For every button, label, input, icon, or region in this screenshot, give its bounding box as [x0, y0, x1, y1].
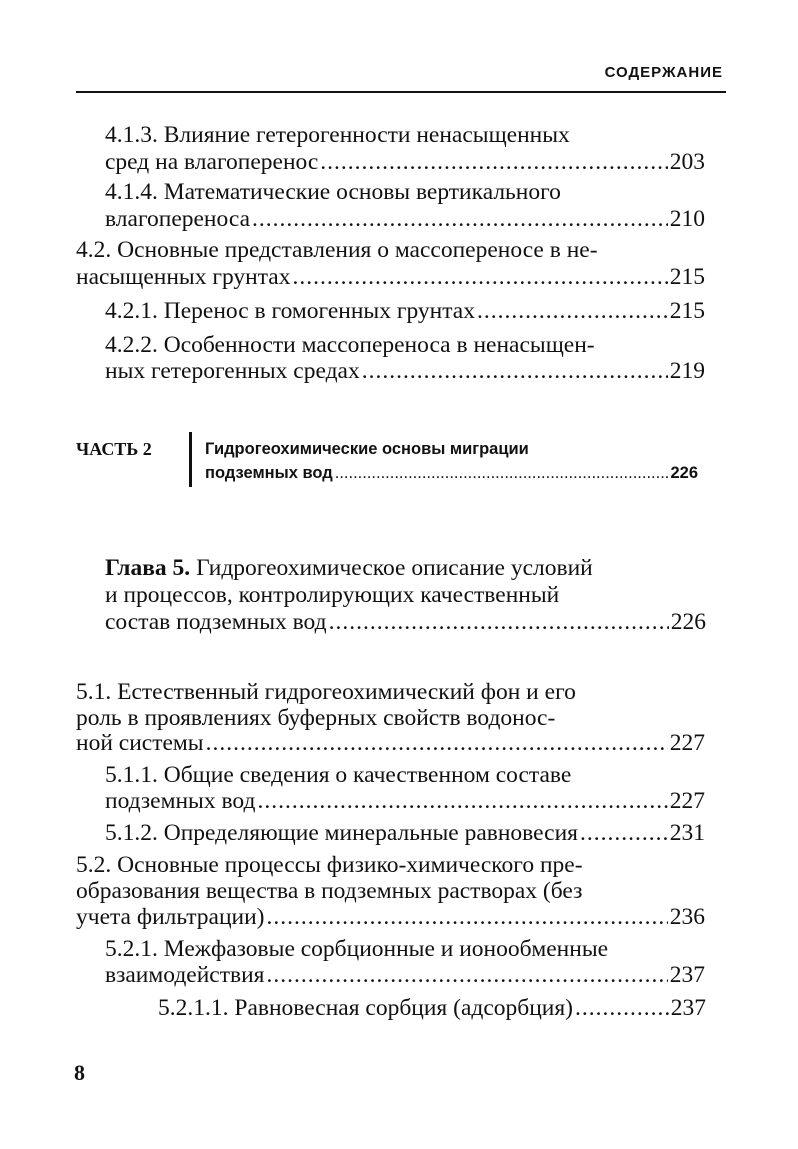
toc-page-number: 226: [670, 464, 698, 482]
toc-entry-text: ной системы: [76, 730, 204, 756]
toc-entry-last-line: [105, 147, 705, 177]
dot-leader: [206, 728, 668, 758]
toc-entry-last-line: [158, 993, 706, 1023]
dot-leader: [335, 460, 669, 486]
toc-page-number: 219: [669, 358, 705, 384]
toc-entry-text: 5.1. Естественный гидрогеохимический фон и его: [76, 679, 576, 705]
toc-entry-text: 5.1.1. Общие сведения о качественном составе: [105, 762, 572, 788]
toc-entry-text: насыщенных грунтах: [76, 264, 291, 290]
page-number: 8: [74, 1060, 85, 1085]
toc-entry-text: 4.2. Основные представления о массопереносе в не-: [76, 237, 598, 263]
chapter-title-text: Гидрогеохимическое описание условий: [190, 555, 593, 581]
dot-leader: [575, 993, 669, 1023]
dot-leader: [580, 818, 668, 848]
toc-entry-text: 4.1.3. Влияние гетерогенности ненасыщенных: [105, 122, 570, 148]
toc-page-number: 226: [670, 609, 706, 635]
dot-leader: [362, 356, 668, 386]
toc-entry-last-line: [105, 204, 705, 234]
toc-page-number: 215: [669, 264, 705, 290]
toc-page-number: 203: [669, 149, 705, 175]
part-title-last-line: [205, 460, 698, 486]
toc-entry-text: образования вещества в подземных растворах (без: [76, 878, 583, 904]
toc-entry-text: 5.1.2. Определяющие минеральные равновесия: [105, 820, 578, 846]
toc-entry-text: ных гетерогенных средах: [105, 358, 360, 384]
part-label: ЧАСТЬ 2: [76, 439, 152, 459]
toc-entry-last-line: [76, 728, 705, 758]
toc-entry-text: учета фильтрации): [76, 904, 265, 930]
dot-leader: [329, 607, 669, 637]
part-title: подземных вод: [205, 464, 333, 482]
toc-page-number: 231: [669, 820, 705, 846]
toc-entry-text: 4.1.4. Математические основы вертикального: [105, 179, 561, 205]
dot-leader: [252, 204, 668, 234]
toc-entry-text: 4.2.1. Перенос в гомогенных грунтах: [105, 298, 475, 324]
part-title: Гидрогеохимические основы миграции: [205, 440, 529, 458]
chapter-title: и процессов, контролирующих качественный: [105, 582, 560, 608]
toc-entry-text: сред на влагоперенос: [105, 149, 319, 175]
toc-page-number: 227: [669, 730, 705, 756]
toc-entry-text: 5.2.1. Межфазовые сорбционные и ионообменные: [105, 936, 609, 962]
toc-entry-last-line: [105, 960, 705, 990]
toc-entry-last-line: [76, 902, 705, 932]
dot-leader: [257, 786, 667, 816]
toc-entry-text: подземных вод: [105, 788, 256, 814]
dot-leader: [477, 296, 668, 326]
dot-leader: [292, 262, 667, 292]
toc-entry-text: 5.2.1.1. Равновесная сорбция (адсорбция): [158, 995, 574, 1021]
chapter-title: состав подземных вод: [105, 609, 327, 635]
toc-entry-last-line: [105, 818, 705, 848]
header-divider: [76, 91, 726, 93]
toc-page-number: 210: [669, 206, 705, 232]
toc-entry-last-line: [105, 786, 705, 816]
chapter-title: [105, 553, 593, 583]
part-divider-bar: [189, 432, 192, 487]
dot-leader: [266, 960, 667, 990]
toc-page-number: 227: [669, 788, 705, 814]
toc-page-number: 215: [669, 298, 705, 324]
chapter-prefix: Глава 5.: [105, 555, 191, 581]
toc-page-number: 236: [669, 904, 705, 930]
toc-entry-text: 5.2. Основные процессы физико-химического пре-: [76, 852, 583, 878]
header-title: СОДЕРЖАНИЕ: [604, 64, 723, 81]
toc-page-number: 237: [670, 995, 706, 1021]
toc-entry-text: 4.2.2. Особенности массопереноса в ненасыщен-: [105, 332, 595, 358]
toc-entry-last-line: [105, 296, 705, 326]
toc-entry-last-line: [105, 356, 705, 386]
toc-entry-text: взаимодействия: [105, 962, 265, 988]
dot-leader: [267, 902, 668, 932]
toc-entry-text: влагопереноса: [105, 206, 250, 232]
dot-leader: [320, 147, 667, 177]
toc-entry-last-line: [76, 262, 705, 292]
toc-entry-last-line: [105, 607, 706, 637]
toc-entry-text: роль в проявлениях буферных свойств водонос-: [76, 705, 556, 731]
toc-page-number: 237: [669, 962, 705, 988]
